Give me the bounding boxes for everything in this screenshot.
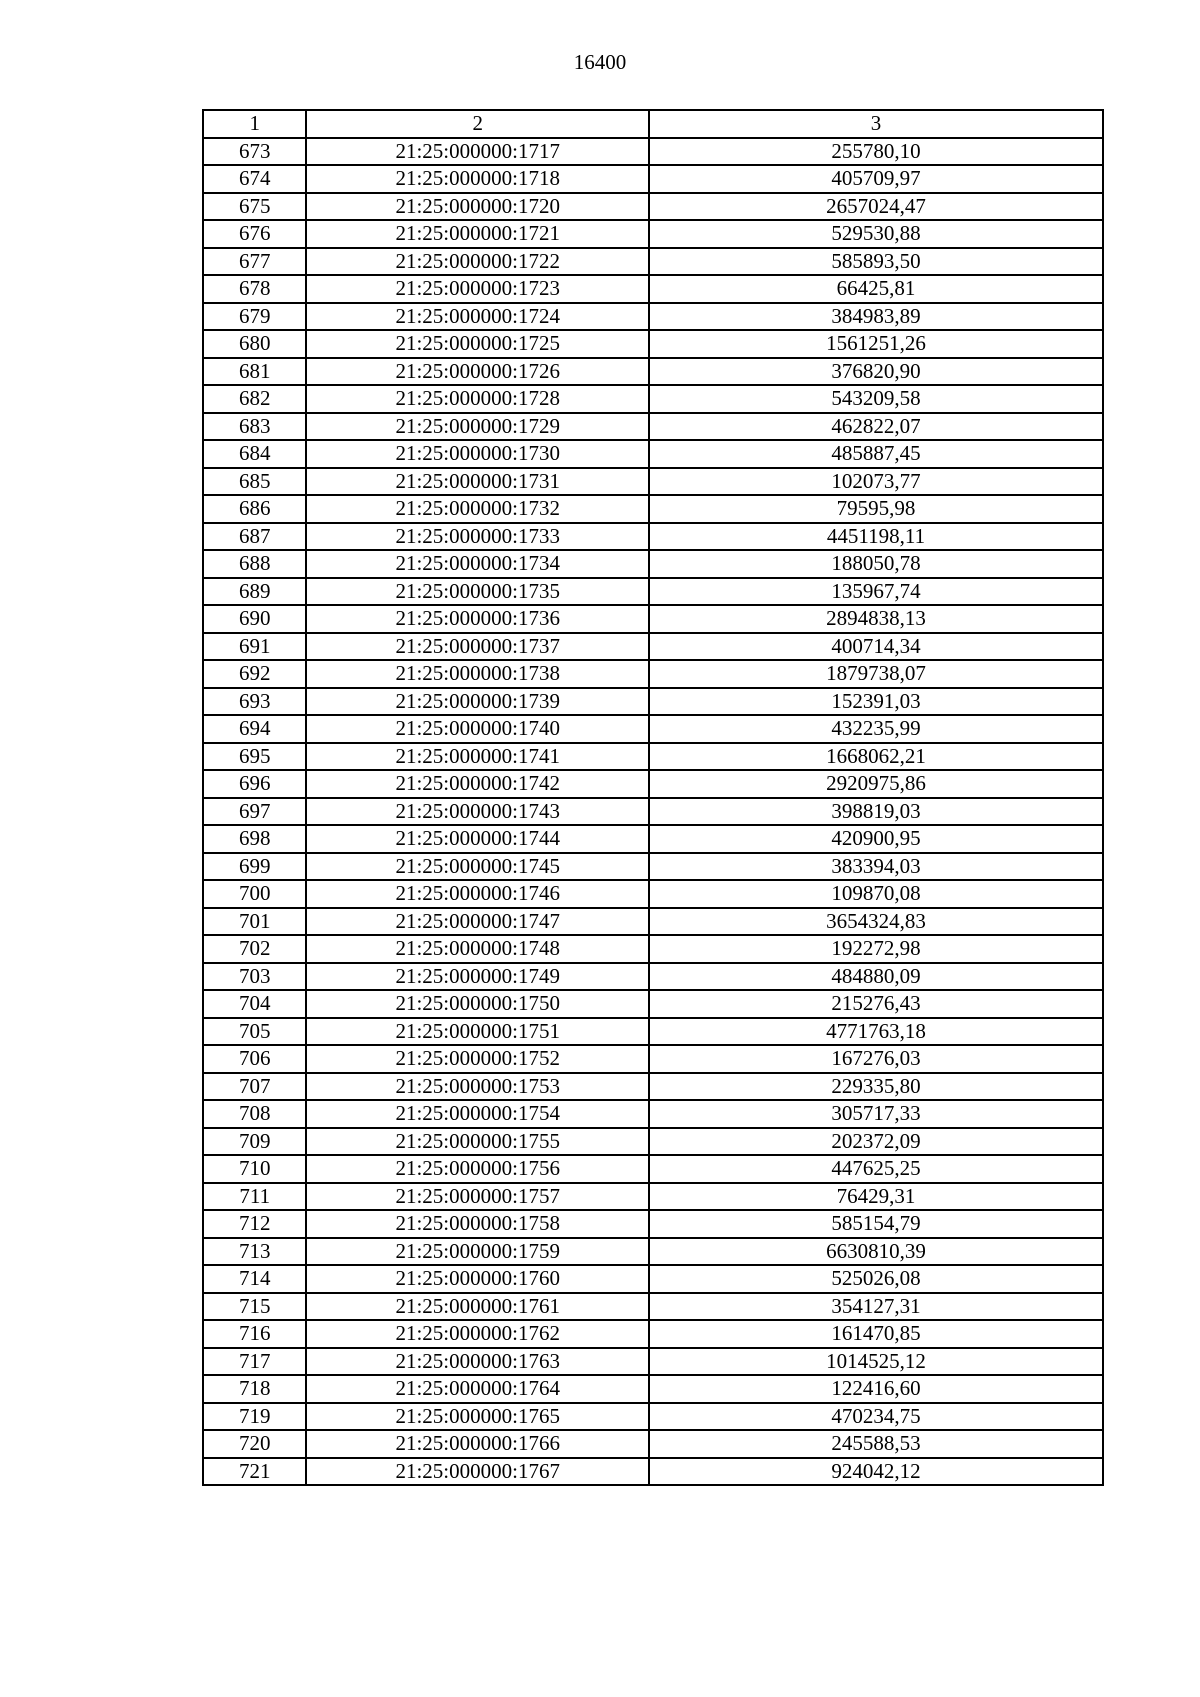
- row-number-cell: 710: [203, 1155, 306, 1183]
- value-cell: 4771763,18: [649, 1018, 1103, 1046]
- table-row: [203, 193, 1103, 221]
- cadastral-number-cell: 21:25:000000:1733: [306, 523, 649, 551]
- table-row: [203, 990, 1103, 1018]
- cadastral-number-cell: 21:25:000000:1756: [306, 1155, 649, 1183]
- table-row: [203, 248, 1103, 276]
- row-number-cell: 712: [203, 1210, 306, 1238]
- cadastral-number-cell: 21:25:000000:1745: [306, 853, 649, 881]
- row-number-cell: 677: [203, 248, 306, 276]
- table-row: [203, 440, 1103, 468]
- cadastral-number-cell: 21:25:000000:1767: [306, 1458, 649, 1486]
- cadastral-number-cell: 21:25:000000:1736: [306, 605, 649, 633]
- cadastral-number-cell: 21:25:000000:1718: [306, 165, 649, 193]
- data-table: [202, 109, 1104, 1486]
- table-row: [203, 880, 1103, 908]
- value-cell: 245588,53: [649, 1430, 1103, 1458]
- table-row: [203, 1458, 1103, 1486]
- cadastral-number-cell: 21:25:000000:1751: [306, 1018, 649, 1046]
- cadastral-number-cell: 21:25:000000:1730: [306, 440, 649, 468]
- cadastral-number-cell: 21:25:000000:1748: [306, 935, 649, 963]
- value-cell: 470234,75: [649, 1403, 1103, 1431]
- row-number-cell: 711: [203, 1183, 306, 1211]
- cadastral-number-cell: 21:25:000000:1726: [306, 358, 649, 386]
- table-row: [203, 633, 1103, 661]
- cadastral-number-cell: 21:25:000000:1755: [306, 1128, 649, 1156]
- value-cell: 102073,77: [649, 468, 1103, 496]
- table-row: [203, 1073, 1103, 1101]
- table-row: [203, 1430, 1103, 1458]
- value-cell: 398819,03: [649, 798, 1103, 826]
- value-cell: 215276,43: [649, 990, 1103, 1018]
- column-header-3: 3: [649, 110, 1103, 138]
- row-number-cell: 679: [203, 303, 306, 331]
- cadastral-number-cell: 21:25:000000:1758: [306, 1210, 649, 1238]
- row-number-cell: 704: [203, 990, 306, 1018]
- row-number-cell: 692: [203, 660, 306, 688]
- value-cell: 384983,89: [649, 303, 1103, 331]
- value-cell: 6630810,39: [649, 1238, 1103, 1266]
- table-row: [203, 908, 1103, 936]
- table-row: [203, 1238, 1103, 1266]
- cadastral-number-cell: 21:25:000000:1731: [306, 468, 649, 496]
- cadastral-number-cell: 21:25:000000:1743: [306, 798, 649, 826]
- row-number-cell: 682: [203, 385, 306, 413]
- cadastral-number-cell: 21:25:000000:1764: [306, 1375, 649, 1403]
- value-cell: 255780,10: [649, 138, 1103, 166]
- value-cell: 1014525,12: [649, 1348, 1103, 1376]
- row-number-cell: 689: [203, 578, 306, 606]
- cadastral-number-cell: 21:25:000000:1754: [306, 1100, 649, 1128]
- value-cell: 447625,25: [649, 1155, 1103, 1183]
- table-row: [203, 358, 1103, 386]
- table-row: [203, 1100, 1103, 1128]
- row-number-cell: 674: [203, 165, 306, 193]
- cadastral-number-cell: 21:25:000000:1750: [306, 990, 649, 1018]
- page-number: 16400: [573, 50, 627, 74]
- row-number-cell: 705: [203, 1018, 306, 1046]
- cadastral-number-cell: 21:25:000000:1744: [306, 825, 649, 853]
- cadastral-number-cell: 21:25:000000:1732: [306, 495, 649, 523]
- cadastral-number-cell: 21:25:000000:1742: [306, 770, 649, 798]
- value-cell: 924042,12: [649, 1458, 1103, 1486]
- row-number-cell: 707: [203, 1073, 306, 1101]
- value-cell: 462822,07: [649, 413, 1103, 441]
- row-number-cell: 686: [203, 495, 306, 523]
- table-row: [203, 743, 1103, 771]
- value-cell: 525026,08: [649, 1265, 1103, 1293]
- row-number-cell: 709: [203, 1128, 306, 1156]
- value-cell: 1879738,07: [649, 660, 1103, 688]
- value-cell: 383394,03: [649, 853, 1103, 881]
- value-cell: 376820,90: [649, 358, 1103, 386]
- value-cell: 432235,99: [649, 715, 1103, 743]
- value-cell: 305717,33: [649, 1100, 1103, 1128]
- cadastral-number-cell: 21:25:000000:1734: [306, 550, 649, 578]
- value-cell: 4451198,11: [649, 523, 1103, 551]
- table-row: [203, 165, 1103, 193]
- row-number-cell: 717: [203, 1348, 306, 1376]
- row-number-cell: 698: [203, 825, 306, 853]
- cadastral-number-cell: 21:25:000000:1729: [306, 413, 649, 441]
- row-number-cell: 683: [203, 413, 306, 441]
- value-cell: 135967,74: [649, 578, 1103, 606]
- table-row: [203, 275, 1103, 303]
- table-row: [203, 1128, 1103, 1156]
- table-row: [203, 1403, 1103, 1431]
- table-row: [203, 468, 1103, 496]
- value-cell: 484880,09: [649, 963, 1103, 991]
- row-number-cell: 678: [203, 275, 306, 303]
- cadastral-number-cell: 21:25:000000:1762: [306, 1320, 649, 1348]
- table-row: [203, 1155, 1103, 1183]
- cadastral-number-cell: 21:25:000000:1738: [306, 660, 649, 688]
- table-row: [203, 798, 1103, 826]
- cadastral-number-cell: 21:25:000000:1740: [306, 715, 649, 743]
- value-cell: 2894838,13: [649, 605, 1103, 633]
- value-cell: 585154,79: [649, 1210, 1103, 1238]
- row-number-cell: 680: [203, 330, 306, 358]
- value-cell: 79595,98: [649, 495, 1103, 523]
- table-row: [203, 1375, 1103, 1403]
- table-row: [203, 550, 1103, 578]
- cadastral-number-cell: 21:25:000000:1721: [306, 220, 649, 248]
- column-header-2: 2: [306, 110, 649, 138]
- row-number-cell: 701: [203, 908, 306, 936]
- value-cell: 585893,50: [649, 248, 1103, 276]
- table-row: [203, 523, 1103, 551]
- cadastral-number-cell: 21:25:000000:1717: [306, 138, 649, 166]
- table-row: [203, 715, 1103, 743]
- table-row: [203, 1210, 1103, 1238]
- value-cell: 229335,80: [649, 1073, 1103, 1101]
- value-cell: 202372,09: [649, 1128, 1103, 1156]
- table-row: [203, 825, 1103, 853]
- value-cell: 1668062,21: [649, 743, 1103, 771]
- table-row: [203, 495, 1103, 523]
- row-number-cell: 713: [203, 1238, 306, 1266]
- table-row: [203, 605, 1103, 633]
- value-cell: 529530,88: [649, 220, 1103, 248]
- table-row: [203, 1265, 1103, 1293]
- table-row: [203, 1045, 1103, 1073]
- cadastral-number-cell: 21:25:000000:1760: [306, 1265, 649, 1293]
- table-row: [203, 385, 1103, 413]
- value-cell: 76429,31: [649, 1183, 1103, 1211]
- cadastral-number-cell: 21:25:000000:1761: [306, 1293, 649, 1321]
- row-number-cell: 693: [203, 688, 306, 716]
- row-number-cell: 721: [203, 1458, 306, 1486]
- table-row: [203, 1183, 1103, 1211]
- row-number-cell: 688: [203, 550, 306, 578]
- table-row: [203, 220, 1103, 248]
- cadastral-number-cell: 21:25:000000:1765: [306, 1403, 649, 1431]
- value-cell: 3654324,83: [649, 908, 1103, 936]
- value-cell: 152391,03: [649, 688, 1103, 716]
- table-row: [203, 660, 1103, 688]
- value-cell: 109870,08: [649, 880, 1103, 908]
- row-number-cell: 675: [203, 193, 306, 221]
- row-number-cell: 700: [203, 880, 306, 908]
- cadastral-number-cell: 21:25:000000:1749: [306, 963, 649, 991]
- value-cell: 192272,98: [649, 935, 1103, 963]
- value-cell: 1561251,26: [649, 330, 1103, 358]
- row-number-cell: 687: [203, 523, 306, 551]
- table-header-row: [203, 110, 1103, 138]
- row-number-cell: 702: [203, 935, 306, 963]
- table-body: [203, 110, 1103, 1485]
- table-row: [203, 770, 1103, 798]
- cadastral-number-cell: 21:25:000000:1720: [306, 193, 649, 221]
- cadastral-number-cell: 21:25:000000:1735: [306, 578, 649, 606]
- value-cell: 543209,58: [649, 385, 1103, 413]
- value-cell: 405709,97: [649, 165, 1103, 193]
- row-number-cell: 699: [203, 853, 306, 881]
- row-number-cell: 690: [203, 605, 306, 633]
- row-number-cell: 720: [203, 1430, 306, 1458]
- cadastral-number-cell: 21:25:000000:1752: [306, 1045, 649, 1073]
- row-number-cell: 718: [203, 1375, 306, 1403]
- value-cell: 485887,45: [649, 440, 1103, 468]
- cadastral-number-cell: 21:25:000000:1722: [306, 248, 649, 276]
- table-row: [203, 1018, 1103, 1046]
- cadastral-number-cell: 21:25:000000:1763: [306, 1348, 649, 1376]
- table-row: [203, 688, 1103, 716]
- row-number-cell: 696: [203, 770, 306, 798]
- row-number-cell: 714: [203, 1265, 306, 1293]
- row-number-cell: 685: [203, 468, 306, 496]
- column-header-1: 1: [203, 110, 306, 138]
- value-cell: 188050,78: [649, 550, 1103, 578]
- table-row: [203, 1348, 1103, 1376]
- cadastral-number-cell: 21:25:000000:1746: [306, 880, 649, 908]
- row-number-cell: 691: [203, 633, 306, 661]
- cadastral-number-cell: 21:25:000000:1741: [306, 743, 649, 771]
- cadastral-number-cell: 21:25:000000:1747: [306, 908, 649, 936]
- value-cell: 354127,31: [649, 1293, 1103, 1321]
- row-number-cell: 716: [203, 1320, 306, 1348]
- value-cell: 400714,34: [649, 633, 1103, 661]
- table-row: [203, 330, 1103, 358]
- row-number-cell: 676: [203, 220, 306, 248]
- cadastral-number-cell: 21:25:000000:1725: [306, 330, 649, 358]
- table-row: [203, 963, 1103, 991]
- cadastral-number-cell: 21:25:000000:1728: [306, 385, 649, 413]
- table-row: [203, 138, 1103, 166]
- value-cell: 2920975,86: [649, 770, 1103, 798]
- cadastral-number-cell: 21:25:000000:1723: [306, 275, 649, 303]
- row-number-cell: 706: [203, 1045, 306, 1073]
- row-number-cell: 681: [203, 358, 306, 386]
- table-row: [203, 413, 1103, 441]
- value-cell: 167276,03: [649, 1045, 1103, 1073]
- value-cell: 420900,95: [649, 825, 1103, 853]
- cadastral-number-cell: 21:25:000000:1759: [306, 1238, 649, 1266]
- row-number-cell: 673: [203, 138, 306, 166]
- row-number-cell: 694: [203, 715, 306, 743]
- row-number-cell: 703: [203, 963, 306, 991]
- table-row: [203, 303, 1103, 331]
- cadastral-number-cell: 21:25:000000:1753: [306, 1073, 649, 1101]
- cadastral-number-cell: 21:25:000000:1724: [306, 303, 649, 331]
- table-row: [203, 1293, 1103, 1321]
- cadastral-number-cell: 21:25:000000:1757: [306, 1183, 649, 1211]
- row-number-cell: 715: [203, 1293, 306, 1321]
- cadastral-number-cell: 21:25:000000:1739: [306, 688, 649, 716]
- table-row: [203, 935, 1103, 963]
- cadastral-number-cell: 21:25:000000:1766: [306, 1430, 649, 1458]
- table-row: [203, 853, 1103, 881]
- row-number-cell: 708: [203, 1100, 306, 1128]
- row-number-cell: 684: [203, 440, 306, 468]
- value-cell: 161470,85: [649, 1320, 1103, 1348]
- table-row: [203, 578, 1103, 606]
- table-row: [203, 1320, 1103, 1348]
- cadastral-number-cell: 21:25:000000:1737: [306, 633, 649, 661]
- value-cell: 66425,81: [649, 275, 1103, 303]
- value-cell: 2657024,47: [649, 193, 1103, 221]
- row-number-cell: 719: [203, 1403, 306, 1431]
- row-number-cell: 695: [203, 743, 306, 771]
- row-number-cell: 697: [203, 798, 306, 826]
- value-cell: 122416,60: [649, 1375, 1103, 1403]
